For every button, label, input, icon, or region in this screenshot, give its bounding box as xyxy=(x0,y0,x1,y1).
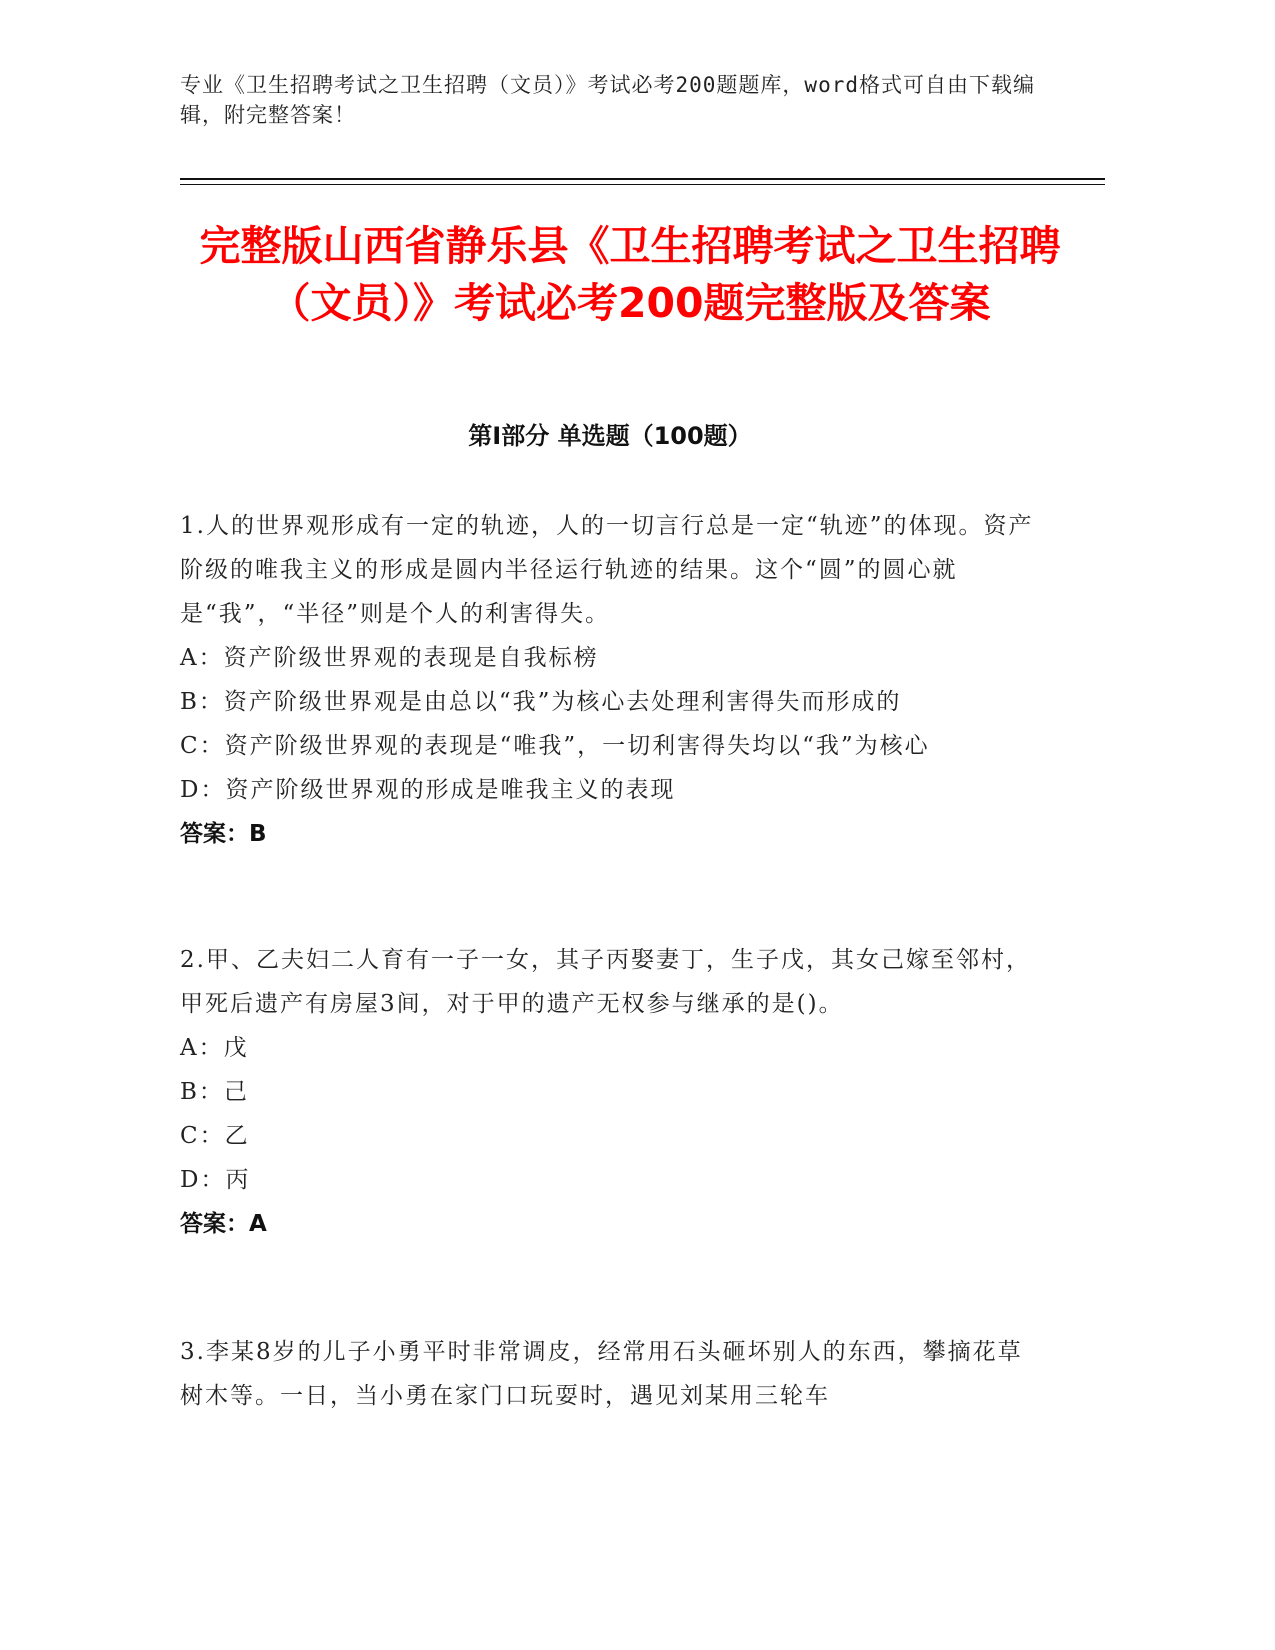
option-a: A：戊 xyxy=(180,1035,249,1061)
question-1 xyxy=(180,504,1045,856)
option-b: B：资产阶级世界观是由总以“我”为核心去处理利害得失而形成的 xyxy=(180,689,902,715)
question-stem: 1.人的世界观形成有一定的轨迹，人的一切言行总是一定“轨迹”的体现。资产阶级的唯我主义的形成是圆内半径运行轨迹的结果。这个“圆”的圆心就是“我”，“半径”则是个人的利害得失。 xyxy=(180,513,1034,627)
option-c: C：资产阶级世界观的表现是“唯我”，一切利害得失均以“我”为核心 xyxy=(180,733,930,759)
document-title: 完整版山西省静乐县《卫生招聘考试之卫生招聘（文员）》考试必考200题完整版及答案 xyxy=(199,222,1061,327)
option-b: B：己 xyxy=(180,1079,249,1105)
section-heading: 第I部分 单选题（100题） xyxy=(468,422,752,450)
question-2 xyxy=(180,938,1045,1246)
question-stem: 3.李某8岁的儿子小勇平时非常调皮，经常用石头砸坏别人的东西，攀摘花草树木等。一日，当小勇在家门口玩耍时，遇见刘某用三轮车 xyxy=(180,1339,1023,1409)
answer-line: 答案：B xyxy=(180,821,267,847)
header-divider-thin xyxy=(180,184,1105,185)
option-c: C：乙 xyxy=(180,1123,250,1149)
question-3 xyxy=(180,1330,1045,1418)
header-note: 专业《卫生招聘考试之卫生招聘（文员）》考试必考200题题库，word格式可自由下载编辑，附完整答案！ xyxy=(180,73,1035,127)
option-a: A：资产阶级世界观的表现是自我标榜 xyxy=(180,645,599,671)
answer-line: 答案：A xyxy=(180,1211,267,1237)
option-d: D：丙 xyxy=(180,1167,251,1193)
question-stem: 2.甲、乙夫妇二人育有一子一女，其子丙娶妻丁，生子戊，其女己嫁至邻村，甲死后遗产有房屋3间，对于甲的遗产无权参与继承的是()。 xyxy=(180,947,1031,1017)
header-divider-thick xyxy=(180,178,1105,180)
option-d: D：资产阶级世界观的形成是唯我主义的表现 xyxy=(180,777,676,803)
